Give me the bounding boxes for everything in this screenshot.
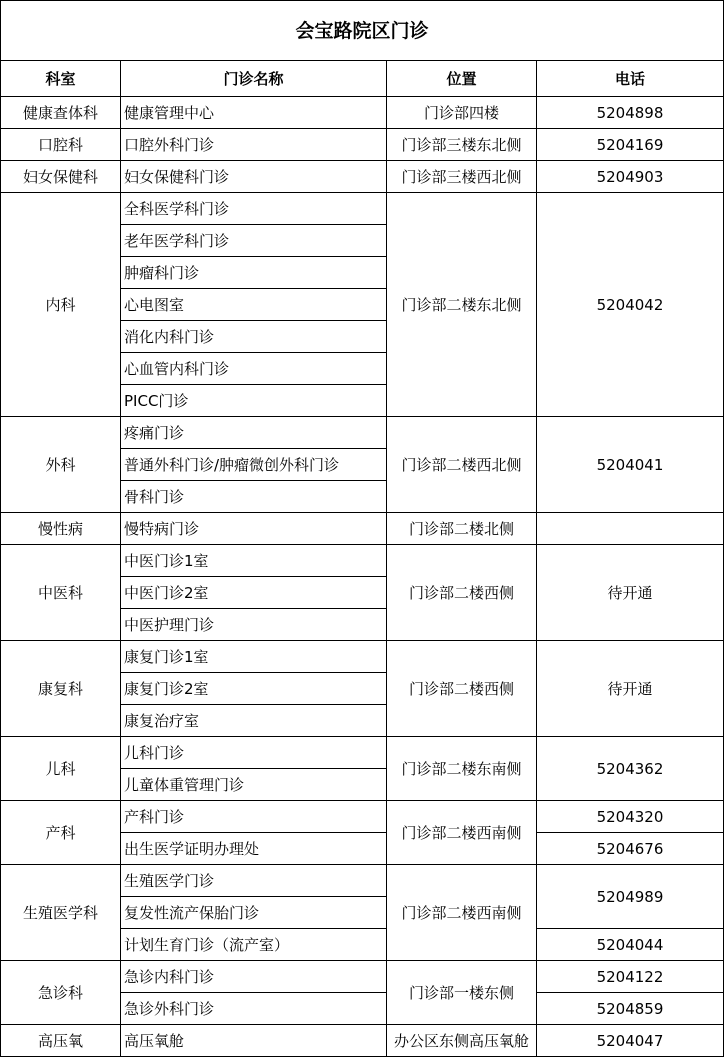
dept-cell: 康复科 xyxy=(1,641,121,737)
location-cell: 门诊部二楼西侧 xyxy=(387,641,537,737)
phone-cell: 5204122 xyxy=(537,961,724,993)
location-cell: 办公区东侧高压氧舱 xyxy=(387,1025,537,1057)
table-row xyxy=(1,513,724,545)
clinic-cell: 康复治疗室 xyxy=(121,705,387,737)
phone-cell: 5204859 xyxy=(537,993,724,1025)
table-row xyxy=(1,1025,724,1057)
clinic-cell: 中医门诊2室 xyxy=(121,577,387,609)
dept-cell: 产科 xyxy=(1,801,121,865)
table-row xyxy=(1,961,724,993)
location-cell: 门诊部二楼西南侧 xyxy=(387,801,537,865)
phone-cell: 5204676 xyxy=(537,833,724,865)
table-row xyxy=(1,801,724,833)
phone-cell: 5204169 xyxy=(537,129,724,161)
table-row xyxy=(1,97,724,129)
phone-cell: 5204041 xyxy=(537,417,724,513)
phone-cell: 待开通 xyxy=(537,641,724,737)
table-body xyxy=(1,97,724,1057)
dept-cell: 生殖医学科 xyxy=(1,865,121,961)
table-row xyxy=(1,545,724,577)
clinic-cell: 康复门诊1室 xyxy=(121,641,387,673)
clinic-cell: 普通外科门诊/肿瘤微创外科门诊 xyxy=(121,449,387,481)
clinic-cell: 生殖医学门诊 xyxy=(121,865,387,897)
clinic-cell: 全科医学科门诊 xyxy=(121,193,387,225)
location-cell: 门诊部一楼东侧 xyxy=(387,961,537,1025)
clinic-cell: 出生医学证明办理处 xyxy=(121,833,387,865)
phone-cell: 5204044 xyxy=(537,929,724,961)
clinic-cell: 妇女保健科门诊 xyxy=(121,161,387,193)
clinic-cell: 肿瘤科门诊 xyxy=(121,257,387,289)
location-cell: 门诊部四楼 xyxy=(387,97,537,129)
clinic-cell: 复发性流产保胎门诊 xyxy=(121,897,387,929)
header-clinic: 门诊名称 xyxy=(121,61,387,97)
dept-cell: 口腔科 xyxy=(1,129,121,161)
dept-cell: 慢性病 xyxy=(1,513,121,545)
dept-cell: 健康查体科 xyxy=(1,97,121,129)
clinic-cell: 健康管理中心 xyxy=(121,97,387,129)
phone-cell: 5204047 xyxy=(537,1025,724,1057)
clinic-cell: 中医护理门诊 xyxy=(121,609,387,641)
phone-cell: 5204320 xyxy=(537,801,724,833)
table-row xyxy=(1,417,724,449)
clinic-cell: 心电图室 xyxy=(121,289,387,321)
clinic-cell: 康复门诊2室 xyxy=(121,673,387,705)
location-cell: 门诊部二楼东北侧 xyxy=(387,193,537,417)
clinic-cell: 心血管内科门诊 xyxy=(121,353,387,385)
dept-cell: 妇女保健科 xyxy=(1,161,121,193)
dept-cell: 高压氧 xyxy=(1,1025,121,1057)
phone-cell: 5204989 xyxy=(537,865,724,929)
dept-cell: 急诊科 xyxy=(1,961,121,1025)
dept-cell: 儿科 xyxy=(1,737,121,801)
dept-cell: 外科 xyxy=(1,417,121,513)
dept-cell: 中医科 xyxy=(1,545,121,641)
location-cell: 门诊部二楼西北侧 xyxy=(387,417,537,513)
clinic-cell: 儿科门诊 xyxy=(121,737,387,769)
clinic-cell: 急诊外科门诊 xyxy=(121,993,387,1025)
location-cell: 门诊部二楼北侧 xyxy=(387,513,537,545)
table-title: 会宝路院区门诊 xyxy=(1,1,724,61)
clinic-cell: PICC门诊 xyxy=(121,385,387,417)
clinic-cell: 口腔外科门诊 xyxy=(121,129,387,161)
table-row xyxy=(1,737,724,769)
clinic-cell: 骨科门诊 xyxy=(121,481,387,513)
phone-cell: 5204362 xyxy=(537,737,724,801)
location-cell: 门诊部三楼东北侧 xyxy=(387,129,537,161)
clinic-cell: 中医门诊1室 xyxy=(121,545,387,577)
table-row xyxy=(1,641,724,673)
phone-cell: 待开通 xyxy=(537,545,724,641)
location-cell: 门诊部三楼西北侧 xyxy=(387,161,537,193)
table-row xyxy=(1,193,724,225)
header-row xyxy=(1,61,724,97)
table-row xyxy=(1,129,724,161)
table-row xyxy=(1,161,724,193)
dept-cell: 内科 xyxy=(1,193,121,417)
clinic-cell: 急诊内科门诊 xyxy=(121,961,387,993)
clinic-cell: 计划生育门诊（流产室） xyxy=(121,929,387,961)
location-cell: 门诊部二楼东南侧 xyxy=(387,737,537,801)
clinic-cell: 高压氧舱 xyxy=(121,1025,387,1057)
header-phone: 电话 xyxy=(537,61,724,97)
phone-cell: 5204903 xyxy=(537,161,724,193)
phone-cell: 5204898 xyxy=(537,97,724,129)
phone-cell: 5204042 xyxy=(537,193,724,417)
clinic-cell: 产科门诊 xyxy=(121,801,387,833)
table-row xyxy=(1,865,724,897)
clinic-cell: 慢特病门诊 xyxy=(121,513,387,545)
phone-cell xyxy=(537,513,724,545)
title-row xyxy=(1,1,724,61)
header-location: 位置 xyxy=(387,61,537,97)
location-cell: 门诊部二楼西侧 xyxy=(387,545,537,641)
clinic-cell: 老年医学科门诊 xyxy=(121,225,387,257)
header-dept: 科室 xyxy=(1,61,121,97)
location-cell: 门诊部二楼西南侧 xyxy=(387,865,537,961)
clinic-cell: 疼痛门诊 xyxy=(121,417,387,449)
clinic-cell: 儿童体重管理门诊 xyxy=(121,769,387,801)
clinic-cell: 消化内科门诊 xyxy=(121,321,387,353)
